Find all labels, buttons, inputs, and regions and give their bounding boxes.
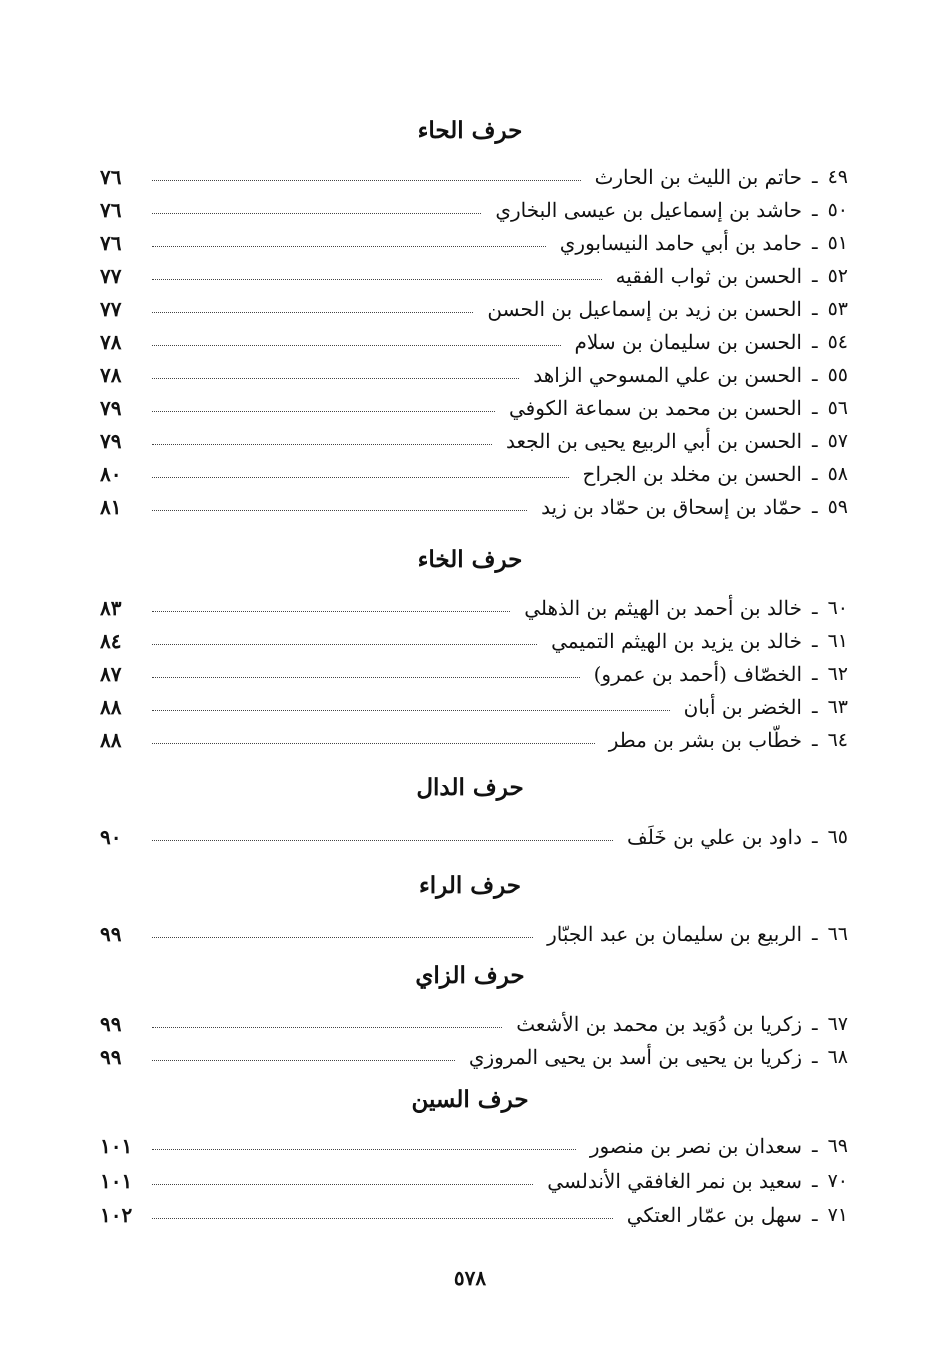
dot-leader: [152, 180, 581, 181]
dot-leader: [152, 378, 519, 379]
entry-name: سعدان بن نصر بن منصور: [589, 1134, 802, 1158]
dot-leader: [152, 840, 613, 841]
entry-separator: ـ: [812, 1204, 818, 1226]
entry-number: ٥٢: [827, 265, 848, 287]
dot-leader: [152, 312, 473, 313]
page-number: ٥٧٨: [453, 1266, 487, 1290]
entry-number: ٦٩: [827, 1135, 848, 1157]
entry-name: حمّاد بن إسحاق بن حمّاد بن زيد: [541, 495, 802, 519]
entry-number: ٧٠: [827, 1170, 848, 1192]
index-entry: [100, 161, 848, 193]
dot-leader: [152, 1184, 533, 1185]
entry-page-number: ٨٧: [100, 662, 122, 686]
dot-leader: [152, 677, 580, 678]
section-heading-zaay: حرف الزاي: [415, 962, 525, 989]
entry-name: داود بن علي بن خَلَف: [627, 825, 802, 849]
entry-page-number: ٨١: [100, 495, 122, 519]
entry-name: حامد بن أبي حامد النيسابوري: [559, 231, 802, 255]
dot-leader: [152, 1149, 576, 1150]
entry-page-number: ٧٦: [100, 231, 122, 255]
entry-separator: ـ: [812, 265, 818, 287]
entry-number: ٦٤: [827, 729, 848, 751]
index-entry: [100, 1130, 848, 1162]
entry-number: ٥١: [827, 232, 848, 254]
index-entry: [100, 425, 848, 457]
entry-name: حاتم بن الليث بن الحارث: [594, 165, 802, 189]
entry-separator: ـ: [812, 397, 818, 419]
entry-number: ٥٦: [827, 397, 848, 419]
entry-name: سعيد بن نمر الغافقي الأندلسي: [547, 1169, 802, 1193]
entry-name: الحسن بن علي المسوحي الزاهد: [533, 363, 802, 387]
dot-leader: [152, 510, 527, 511]
entry-name: حاشد بن إسماعيل بن عيسى البخاري: [495, 198, 802, 222]
entry-separator: ـ: [812, 729, 818, 751]
entry-separator: ـ: [812, 1135, 818, 1157]
entry-separator: ـ: [812, 597, 818, 619]
index-entry: [100, 227, 848, 259]
entry-number: ٥٩: [827, 496, 848, 518]
entry-page-number: ٧٨: [100, 330, 122, 354]
index-entry: [100, 458, 848, 490]
index-entry: [100, 592, 848, 624]
dot-leader: [152, 1060, 455, 1061]
entry-separator: ـ: [812, 663, 818, 685]
dot-leader: [152, 246, 546, 247]
entry-number: ٦٢: [827, 663, 848, 685]
entry-name: الحسن بن مخلد بن الجراح: [582, 462, 802, 486]
index-entry: [100, 392, 848, 424]
entry-number: ٤٩: [827, 166, 848, 188]
index-entry: [100, 658, 848, 690]
dot-leader: [152, 710, 670, 711]
entry-page-number: ٨٨: [100, 695, 122, 719]
index-entry: [100, 1199, 848, 1231]
entry-name: الحسن بن محمد بن سماعة الكوفي: [508, 396, 802, 420]
entry-separator: ـ: [812, 696, 818, 718]
entry-page-number: ٩٩: [100, 1012, 122, 1036]
entry-number: ٦٠: [827, 597, 848, 619]
index-entry: [100, 1041, 848, 1073]
entry-number: ٥٣: [827, 298, 848, 320]
entry-page-number: ١٠١: [100, 1134, 133, 1158]
entry-page-number: ٨٨: [100, 728, 122, 752]
index-entry: [100, 194, 848, 226]
entry-number: ٥٠: [827, 199, 848, 221]
entry-name: خالد بن يزيد بن الهيثم التميمي: [551, 629, 802, 653]
dot-leader: [152, 1027, 502, 1028]
dot-leader: [152, 937, 533, 938]
index-entry: [100, 260, 848, 292]
entry-name: الربيع بن سليمان بن عبد الجبّار: [547, 922, 802, 946]
entry-separator: ـ: [812, 232, 818, 254]
entry-separator: ـ: [812, 166, 818, 188]
section-heading-khaa: حرف الخاء: [417, 546, 523, 573]
index-entry: [100, 293, 848, 325]
entry-page-number: ٧٦: [100, 165, 122, 189]
entry-name: زكريا بن دُوَيد بن محمد بن الأشعث: [516, 1012, 802, 1036]
entry-page-number: ٨٣: [100, 596, 122, 620]
entry-page-number: ٧٦: [100, 198, 122, 222]
index-entry: [100, 724, 848, 756]
index-entry: [100, 691, 848, 723]
entry-page-number: ٧٩: [100, 429, 122, 453]
entry-name: الخصّاف (أحمد بن عمرو): [593, 662, 802, 686]
entry-name: سهل بن عمّار العتكي: [626, 1203, 802, 1227]
entry-page-number: ٧٨: [100, 363, 122, 387]
entry-name: الحسن بن زيد بن إسماعيل بن الحسن: [487, 297, 802, 321]
entry-number: ٦٣: [827, 696, 848, 718]
entry-page-number: ٨٤: [100, 629, 122, 653]
index-entry: [100, 491, 848, 523]
entry-page-number: ٧٧: [100, 297, 122, 321]
entry-page-number: ٧٩: [100, 396, 122, 420]
index-entry: [100, 326, 848, 358]
dot-leader: [152, 477, 569, 478]
entry-name: الحسن بن سليمان بن سلام: [574, 330, 802, 354]
dot-leader: [152, 411, 495, 412]
index-entry: [100, 918, 848, 950]
entry-page-number: ٧٧: [100, 264, 122, 288]
dot-leader: [152, 444, 492, 445]
entry-name: زكريا بن يحيى بن أسد بن يحيى المروزي: [468, 1045, 802, 1069]
dot-leader: [152, 743, 595, 744]
entry-separator: ـ: [812, 1013, 818, 1035]
dot-leader: [152, 611, 510, 612]
dot-leader: [152, 345, 561, 346]
entry-number: ٥٨: [827, 463, 848, 485]
section-heading-daal: حرف الدال: [416, 774, 524, 801]
dot-leader: [152, 279, 602, 280]
entry-number: ٦٨: [827, 1046, 848, 1068]
entry-separator: ـ: [812, 826, 818, 848]
entry-number: ٥٧: [827, 430, 848, 452]
entry-separator: ـ: [812, 1046, 818, 1068]
entry-separator: ـ: [812, 1170, 818, 1192]
entry-number: ٦٥: [827, 826, 848, 848]
entry-number: ٧١: [827, 1204, 848, 1226]
entry-number: ٥٥: [827, 364, 848, 386]
entry-name: الحسن بن ثواب الفقيه: [615, 264, 802, 288]
entry-number: ٦١: [827, 630, 848, 652]
entry-separator: ـ: [812, 364, 818, 386]
entry-page-number: ٩٠: [100, 825, 122, 849]
entry-number: ٥٤: [827, 331, 848, 353]
dot-leader: [152, 644, 537, 645]
entry-page-number: ٩٩: [100, 922, 122, 946]
entry-page-number: ١٠١: [100, 1169, 133, 1193]
index-entry: [100, 359, 848, 391]
entry-separator: ـ: [812, 430, 818, 452]
entry-separator: ـ: [812, 630, 818, 652]
entry-page-number: ١٠٢: [100, 1203, 133, 1227]
entry-number: ٦٧: [827, 1013, 848, 1035]
entry-separator: ـ: [812, 331, 818, 353]
dot-leader: [152, 213, 481, 214]
index-entry: [100, 1165, 848, 1197]
entry-separator: ـ: [812, 496, 818, 518]
entry-name: خطّاب بن بشر بن مطر: [608, 728, 802, 752]
entry-separator: ـ: [812, 923, 818, 945]
section-heading-haa: حرف الحاء: [417, 117, 523, 144]
entry-separator: ـ: [812, 199, 818, 221]
section-heading-seen: حرف السين: [411, 1086, 529, 1113]
index-entry: [100, 821, 848, 853]
index-entry: [100, 625, 848, 657]
section-heading-raa: حرف الراء: [418, 872, 522, 899]
entry-number: ٦٦: [827, 923, 848, 945]
entry-separator: ـ: [812, 298, 818, 320]
entry-name: الحسن بن أبي الربيع يحيى بن الجعد: [506, 429, 802, 453]
entry-page-number: ٩٩: [100, 1045, 122, 1069]
index-entry: [100, 1008, 848, 1040]
entry-page-number: ٨٠: [100, 462, 122, 486]
dot-leader: [152, 1218, 613, 1219]
entry-separator: ـ: [812, 463, 818, 485]
entry-name: خالد بن أحمد بن الهيثم بن الذهلي: [524, 596, 802, 620]
entry-name: الخضر بن أبان: [683, 695, 802, 719]
